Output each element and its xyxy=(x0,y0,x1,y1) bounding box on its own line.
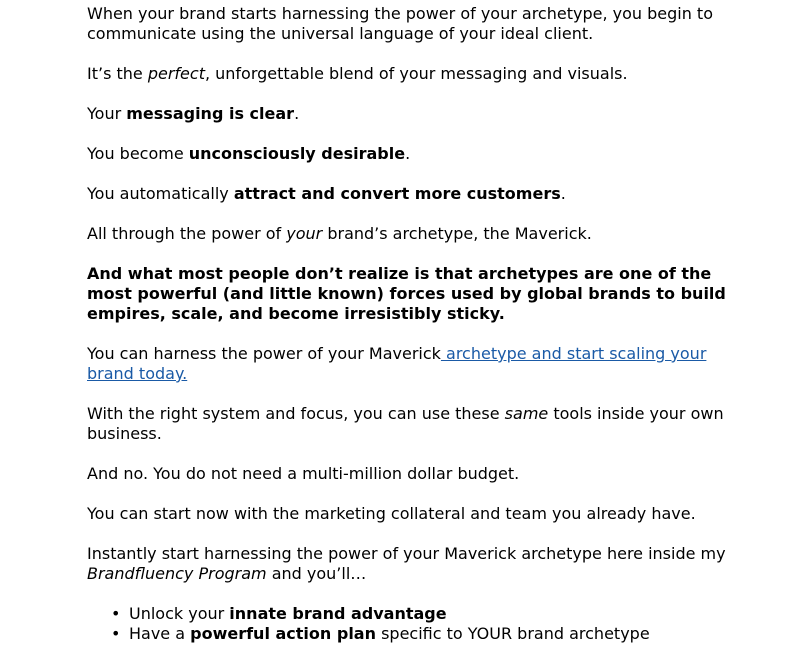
list-item-text: specific to YOUR brand archetype xyxy=(376,624,650,643)
list-item-text: Have a xyxy=(129,624,191,643)
paragraph-budget xyxy=(87,464,727,484)
emphasis-text: same xyxy=(504,404,549,423)
bold-text: innate brand advantage xyxy=(229,604,447,623)
bold-text: attract and convert more customers xyxy=(233,184,561,203)
bold-text: And what most people don’t realize is that archetypes are one of the most powerful (and little known) forces used by global brands to build empires, scale, and become irresistibly sticky. xyxy=(87,264,726,323)
paragraph-text: You can start now with the marketing collateral and team you already have. xyxy=(87,504,696,523)
paragraph-attract xyxy=(87,184,727,204)
paragraph-start-now xyxy=(87,504,727,524)
archetype-link[interactable]: archetype and start scaling your brand today. xyxy=(87,344,707,383)
paragraph-intro xyxy=(87,4,727,44)
article-body xyxy=(87,4,727,644)
paragraph-text: All through the power of xyxy=(87,224,287,243)
list-item xyxy=(111,624,727,644)
paragraph-text: When your brand starts harnessing the power of your archetype, you begin to communicate using the universal language of your ideal client. xyxy=(87,4,713,43)
paragraph-text: It’s the xyxy=(87,64,148,83)
benefit-list xyxy=(87,604,727,644)
paragraph-archetypes-bold xyxy=(87,264,727,324)
paragraph-text: You automatically xyxy=(87,184,234,203)
bold-text: powerful action plan xyxy=(190,624,376,643)
paragraph-desirable xyxy=(87,144,727,164)
list-item xyxy=(111,604,727,624)
paragraph-maverick xyxy=(87,224,727,244)
paragraph-text: Instantly start harnessing the power of your Maverick archetype here inside my xyxy=(87,544,726,563)
emphasis-text: perfect xyxy=(147,64,205,83)
emphasis-text: Brandfluency Program xyxy=(87,564,267,583)
paragraph-text: . xyxy=(405,144,411,163)
paragraph-text: . xyxy=(560,184,566,203)
paragraph-text: You become xyxy=(87,144,189,163)
paragraph-text: . xyxy=(294,104,300,123)
paragraph-harness xyxy=(87,344,727,384)
paragraph-text: brand’s archetype, the Maverick. xyxy=(322,224,592,243)
list-item-text: Unlock your xyxy=(129,604,230,623)
paragraph-right-system xyxy=(87,404,727,444)
paragraph-text: Your xyxy=(87,104,127,123)
bold-text: unconsciously desirable xyxy=(188,144,406,163)
paragraph-text: , unforgettable blend of your messaging and visuals. xyxy=(204,64,628,83)
paragraph-messaging xyxy=(87,104,727,124)
paragraph-text: tools inside your own business. xyxy=(87,404,724,443)
paragraph-text: You can harness the power of your Maverick xyxy=(87,344,441,363)
paragraph-text: and you’ll… xyxy=(266,564,367,583)
paragraph-text: With the right system and focus, you can use these xyxy=(87,404,505,423)
bold-text: messaging is clear xyxy=(126,104,295,123)
emphasis-text: your xyxy=(286,224,323,243)
paragraph-perfect-blend xyxy=(87,64,727,84)
paragraph-text: And no. You do not need a multi-million dollar budget. xyxy=(87,464,520,483)
paragraph-program xyxy=(87,544,727,584)
